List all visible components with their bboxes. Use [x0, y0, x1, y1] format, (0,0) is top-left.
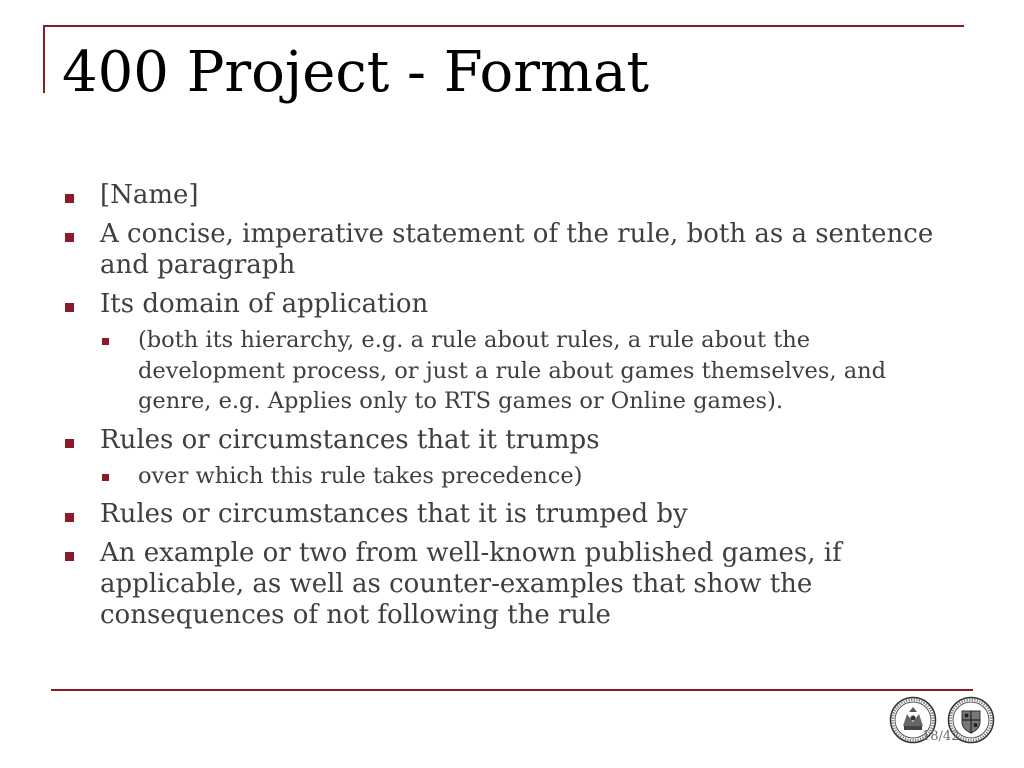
square-bullet-icon — [65, 194, 74, 203]
bullet-text: A concise, imperative statement of the rule, both as a sentence and paragraph — [100, 219, 934, 280]
square-bullet-icon — [102, 474, 109, 481]
square-bullet-icon — [65, 513, 74, 522]
frame-vertical-rule — [43, 25, 45, 93]
square-bullet-icon — [65, 303, 74, 312]
bullet-item — [62, 180, 962, 211]
frame-top-rule — [43, 25, 964, 27]
sub-bullet-text: over which this rule takes precedence) — [138, 462, 583, 489]
bullet-text: Its domain of application — [100, 289, 429, 319]
bullet-item — [62, 538, 962, 631]
square-bullet-icon — [65, 552, 74, 561]
bullet-text: [Name] — [100, 180, 199, 210]
sub-bullet-text: (both its hierarchy, e.g. a rule about rules, a rule about the development process, or just a rule about games themselves, and genre, e.g. Applies only to RTS games or Online games). — [138, 327, 887, 414]
frame-bottom-rule — [51, 689, 973, 691]
bullet-list — [62, 180, 962, 639]
bullet-text: Rules or circumstances that it trumps — [100, 424, 600, 455]
square-bullet-icon — [65, 439, 74, 448]
sub-bullet-item — [100, 461, 962, 492]
slide-title: 400 Project - Format — [62, 40, 650, 105]
square-bullet-icon — [65, 233, 74, 242]
bullet-text: Rules or circumstances that it is trumped by — [100, 499, 688, 529]
bullet-item — [62, 425, 962, 456]
bullet-item — [62, 289, 962, 320]
bullet-text: An example or two from well-known published games, if applicable, as well as counter-examples that show the consequences of not following the rule — [100, 538, 842, 630]
bullet-item — [62, 219, 962, 281]
bullet-item — [62, 499, 962, 530]
square-bullet-icon — [102, 338, 109, 345]
sub-bullet-item — [100, 325, 962, 417]
page-number: 18/42 — [922, 729, 960, 744]
